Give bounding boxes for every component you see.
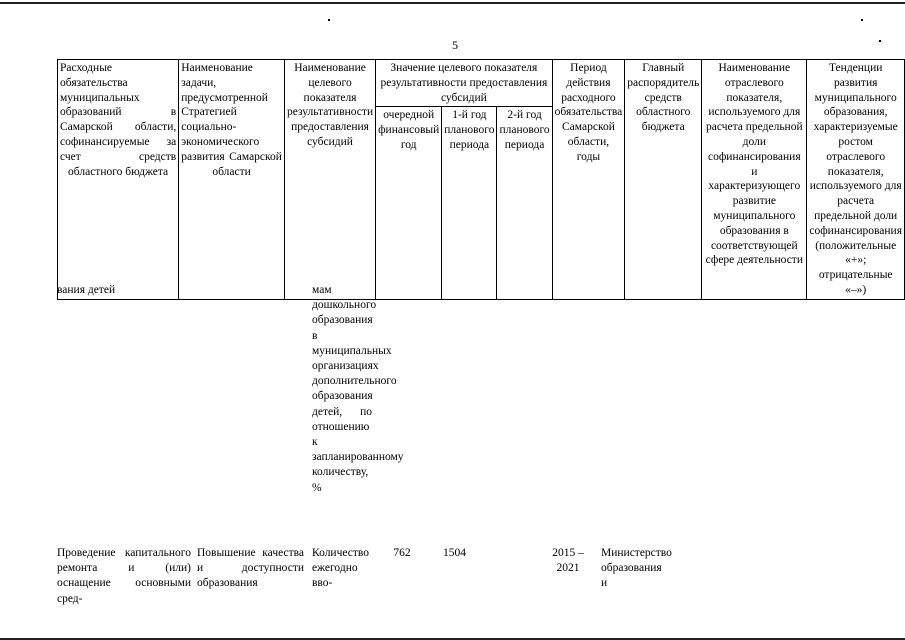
row1-indicator-text: мам дошкольного образования в муниципальных организациях дополнительного образования детей, по отношению к запланированному количеству, % (312, 284, 404, 494)
row2-main-manager-text: Министерство образования и (601, 547, 672, 590)
scan-speck (879, 40, 881, 42)
header-col-current-year: очередной финансовый год (376, 107, 442, 299)
header-col-period: Период действия расходного обязательства Самарской области, годы (552, 60, 625, 300)
row2-indicator-text: Количество ежегодно вво- (312, 547, 369, 590)
row1-expenditure-text: вания детей (57, 284, 116, 296)
row2-strategy-task-text: Повышение качества и доступности образования (197, 547, 304, 590)
scan-speck (861, 19, 863, 21)
header-col-development-trend: Тенденции развития муниципального образования, характеризуемые ростом отраслевого показателя, используемого для расчета предельной доли софинансирования (положительные «+»; отрицательные «–») (807, 60, 905, 300)
scan-speck (328, 19, 330, 21)
row2-expenditure-text: Проведение капитального ремонта и (или) оснащение основными сред- (57, 547, 191, 605)
row2-current-year-value: 762 (393, 547, 411, 559)
scan-top-edge (0, 2, 905, 4)
page-number: 5 (452, 38, 458, 52)
row2-plan-year-1-value: 1504 (443, 547, 466, 559)
header-col-indicator-values: Значение целевого показателя результативности предоставления субсидий (376, 60, 553, 107)
header-col-plan-year-2: 2-й год планового периода (497, 107, 552, 299)
header-col-indicator-name: Наименование целевого показателя результативности предоставления субсидий (284, 60, 375, 300)
header-col-expenditure-obligations: Расходные обязательства муниципальных образований в Самарской области, софинансируемые за счет средств областного бюджета (58, 60, 179, 300)
header-col-main-manager: Главный распорядитель средств областного бюджета (625, 60, 702, 300)
header-col-plan-year-1: 1-й год планового периода (442, 107, 497, 299)
row2-period-text: 2015 – 2021 (552, 547, 584, 575)
header-col-sector-indicator: Наименование отраслевого показателя, используемого для расчета предельной доли софинансирования и характеризующего развитие муниципального образования в соответствующей сфере деятельности (702, 60, 807, 300)
header-col-strategy-task: Наименование задачи, предусмотренной Стратегией социально-экономического развития Самарской области (179, 60, 285, 300)
header-table (57, 59, 905, 300)
